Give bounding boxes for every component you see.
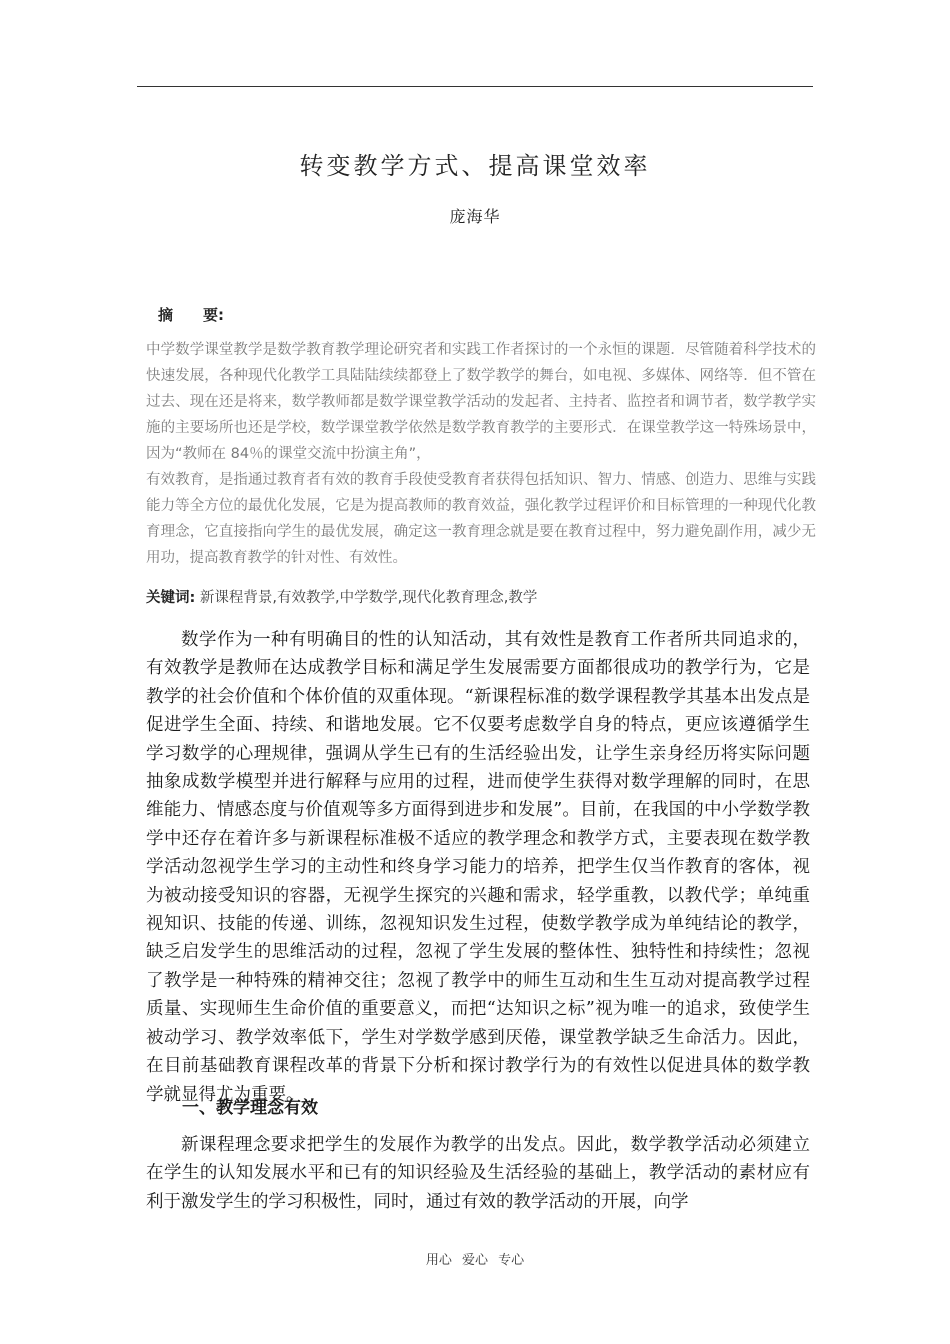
abstract-paragraph-2: 有效教育，是指通过教育者有效的教育手段使受教育者获得包括知识、智力、情感、创造力、思维与实践能力等全方位的最优化发展，它是为提高教师的教育效益，强化教学过程评价和目标管理的一种现代化教育理念，它直接指向学生的最优发展，确定这一教育理念就是要在教育过程中，努力避免副作用，减少无用功，提高教育教学的针对性、有效性。 [146, 472, 816, 566]
document-title: 转变教学方式、提高课堂效率 [299, 152, 651, 180]
header-rule [137, 86, 813, 87]
abstract-label-b: 要: [203, 306, 225, 324]
abstract-heading [158, 304, 224, 325]
body-paragraph-1: 数学作为一种有明确目的性的认知活动，其有效性是教育工作者所共同追求的，有效教学是教师在达成教学目标和满足学生发展需要方面都很成功的教学行为，它是教学的社会价值和个体价值的双重体现。“新课程标准的数学课程教学其基本出发点是促进学生全面、持续、和谐地发展。它不仅要考虑数学自身的特点，更应该遵循学生学习数学的心理规律，强调从学生已有的生活经验出发，让学生亲身经历将实际问题抽象成数学模型并进行解释与应用的过程，进而使学生获得对数学理解的同时，在思维能力、情感态度与价值观等多方面得到进步和发展”。目前，在我国的中小学数学教学中还存在着许多与新课程标准极不适应的教学理念和教学方式，主要表现在数学教学活动忽视学生学习的主动性和终身学习能力的培养，把学生仅当作教育的客体，视为被动接受知识的容器，无视学生探究的兴趣和需求，轻学重教，以教代学；单纯重视知识、技能的传递、训练，忽视知识发生过程，使数学教学成为单纯结论的教学，缺乏启发学生的思维活动的过程，忽视了学生发展的整体性、独特性和持续性；忽视了教学是一种特殊的精神交往；忽视了教学中的师生互动和生生互动对提高教学过程质量、实现师生生命价值的重要意义，而把“达知识之标”视为唯一的追求，致使学生被动学习、教学效率低下，学生对学数学感到厌倦，课堂教学缺乏生命活力。因此，在目前基础教育课程改革的背景下分析和探讨教学行为的有效性以促进具体的数学教学就显得尤为重要。 [146, 630, 810, 1105]
abstract-label-a: 摘 [158, 306, 174, 324]
abstract-paragraph-1: 中学数学课堂教学是数学教育教学理论研究者和实践工作者探讨的一个永恒的课题．尽管随着科学技术的快速发展，各种现代化教学工具陆陆续续都登上了数学教学的舞台，如电视、多媒体、网络等．但不管在过去、现在还是将来，数学教师都是数学课堂教学活动的发起者、主持者、监控者和调节者，数学教学实施的主要场所也还是学校，数学课堂教学依然是数学教育教学的主要形式．在课堂教学这一特殊场景中，因为“教师在 84％的课堂交流中扮演主角”， [146, 342, 816, 462]
abstract [146, 337, 816, 571]
keywords-line [146, 585, 816, 611]
body-text [146, 626, 810, 1109]
body-text-2 [146, 1131, 810, 1216]
page-footer: 用心 爱心 专心 [425, 1253, 525, 1268]
keywords-label: 关键词: [146, 590, 196, 606]
section-heading-1: 一、教学理念有效 [182, 1098, 318, 1118]
document-author: 庞海华 [449, 207, 501, 226]
body-paragraph-2: 新课程理念要求把学生的发展作为教学的出发点。因此，数学教学活动必须建立在学生的认知发展水平和已有的知识经验及生活经验的基础上，教学活动的素材应有利于激发学生的学习积极性，同时，通过有效的教学活动的开展，向学 [146, 1135, 810, 1212]
keywords-text: 新课程背景,有效教学,中学数学,现代化教育理念,教学 [199, 590, 538, 606]
